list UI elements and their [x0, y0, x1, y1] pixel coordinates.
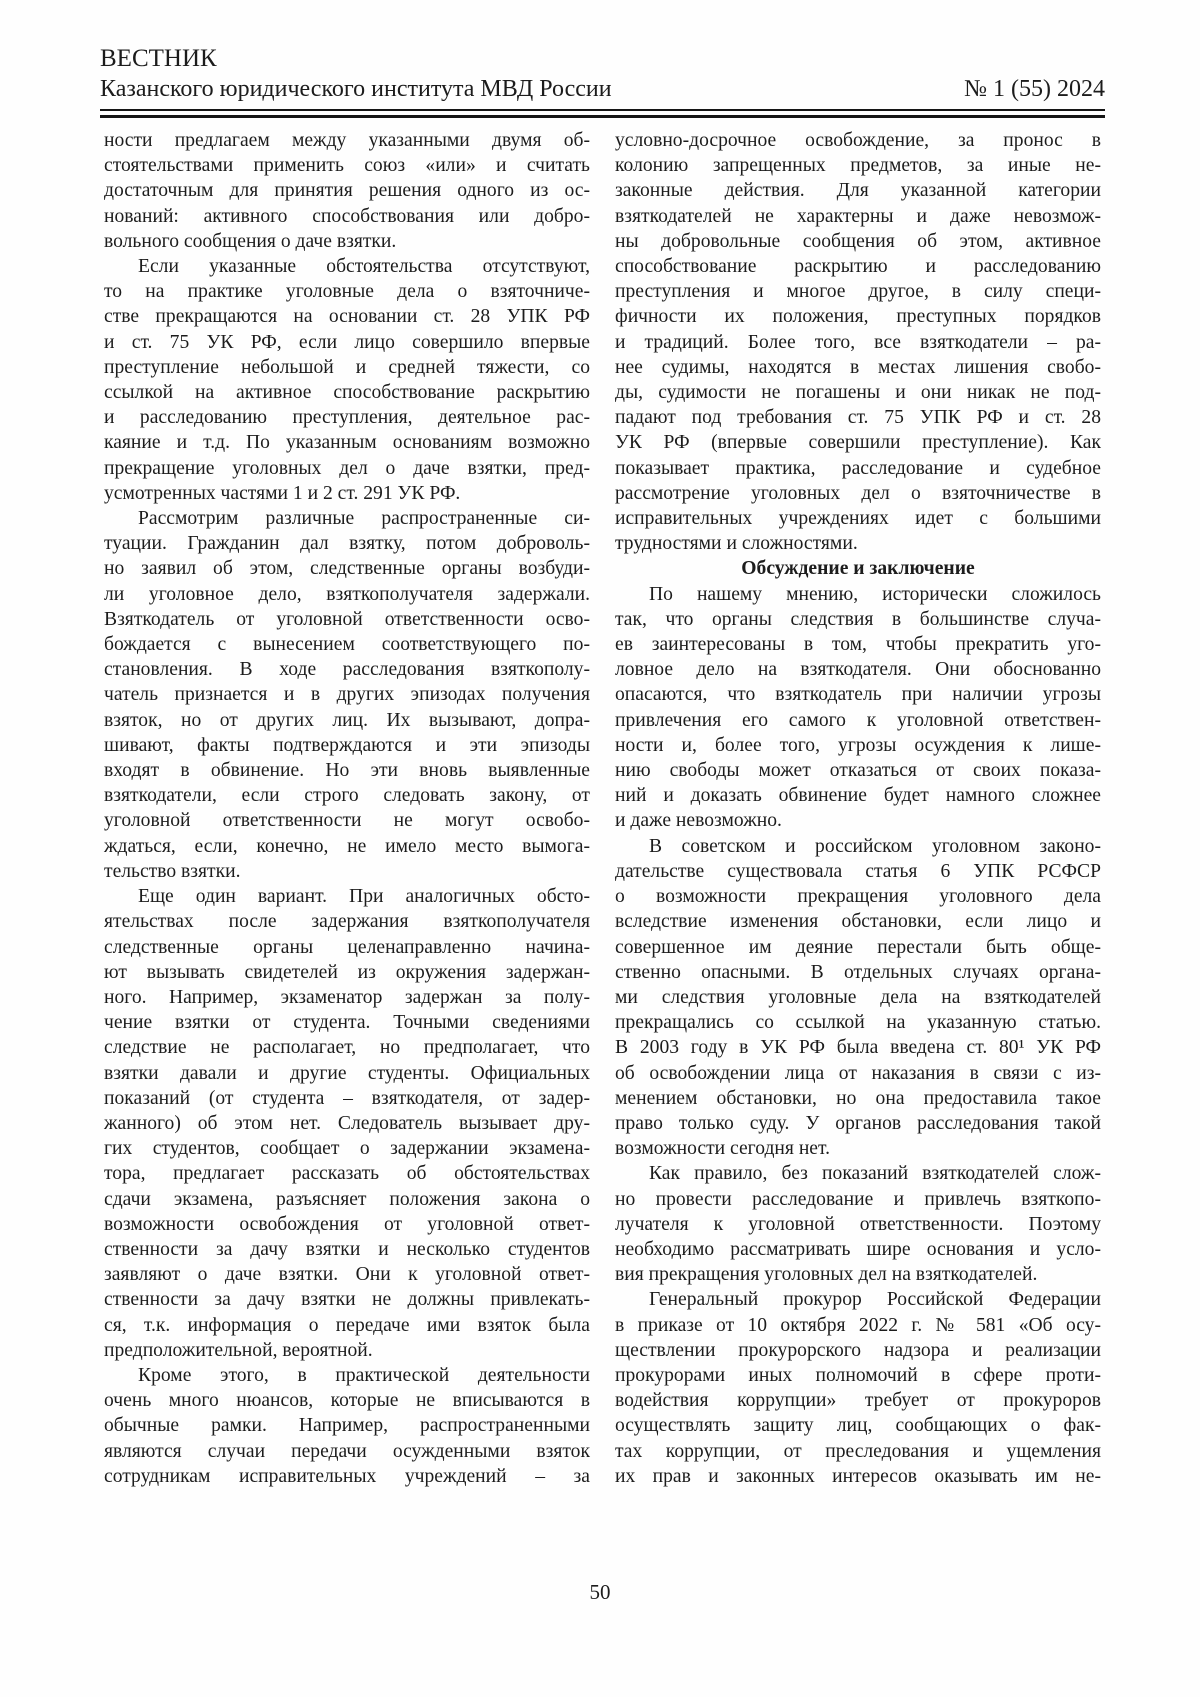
text-line: исправительных учреждениях идет с большими	[615, 508, 1101, 530]
text-line: ны добровольные сообщения об этом, активное	[615, 230, 1101, 252]
text-line: ловное дело на взяткодателя. Они обоснованно	[615, 659, 1101, 681]
text-line: но провести расследование и привлечь взяткопо-	[615, 1188, 1101, 1210]
text-line: ся, т.к. информация о передаче ими взяток была	[104, 1314, 590, 1336]
section-heading	[615, 556, 1101, 581]
text-line: прокурорами иных полномочий в сфере проти-	[615, 1364, 1101, 1386]
text-line: трудностями и сложностями.	[615, 533, 858, 555]
text-line: Кроме этого, в практической деятельности	[138, 1364, 590, 1386]
text-line: ного. Например, экзаменатор задержан за полу-	[104, 986, 590, 1008]
text-line: чатель признается и в других эпизодах получения	[104, 684, 590, 706]
text-line: ссылкой на активное способствование раскрытию	[104, 382, 590, 404]
text-line: сдачи экзамена, разъясняет положения закона о	[104, 1188, 590, 1210]
text-line: необходимо рассматривать шире основания и усло-	[615, 1238, 1101, 1260]
text-line: По нашему мнению, исторически сложилось	[649, 583, 1101, 605]
paragraph	[104, 884, 590, 1363]
text-line: обычные рамки. Например, распространенными	[104, 1415, 590, 1437]
text-line: нее судимы, находятся в местах лишения свобо-	[615, 356, 1101, 378]
text-line: дательстве существовала статья 6 УПК РСФСР	[615, 860, 1101, 882]
text-line: Рассмотрим различные распространенные си-	[138, 508, 590, 530]
paragraph	[615, 128, 1101, 556]
text-line: фичности их положения, преступных порядков	[615, 306, 1101, 328]
text-line: Обсуждение и заключение	[741, 558, 975, 580]
text-line: и традиций. Более того, все взяткодатели – ра-	[615, 331, 1101, 353]
text-line: бождается с вынесением соответствующего по-	[104, 634, 590, 656]
text-line: уголовной ответственности не могут освобо-	[104, 810, 590, 832]
text-line: ев заинтересованы в том, чтобы прекратить уго-	[615, 634, 1101, 656]
text-line: очень много нюансов, которые не вписываются в	[104, 1390, 590, 1412]
text-line: вия прекращения уголовных дел на взяткодателей.	[615, 1264, 1038, 1286]
text-line: тора, предлагает рассказать об обстоятельствах	[104, 1163, 590, 1185]
text-line: условно-досрочное освобождение, за пронос в	[615, 130, 1101, 151]
text-line: В 2003 году в УК РФ была введена ст. 80¹ УК РФ	[615, 1037, 1101, 1059]
text-line: законные действия. Для указанной категории	[615, 180, 1101, 202]
text-line: сотрудникам исправительных учреждений – за	[104, 1465, 590, 1487]
text-line: ют вызывать свидетелей из окружения задержан-	[104, 961, 590, 983]
text-line: тах коррупции, от преследования и ущемления	[615, 1440, 1101, 1462]
text-line: УК РФ (впервые совершили преступление). Как	[615, 432, 1101, 454]
text-line: Как правило, без показаний взяткодателей слож-	[649, 1163, 1101, 1185]
text-line: ятельствах после задержания взяткополучателя	[104, 911, 590, 933]
text-line: тельство взятки.	[104, 860, 241, 882]
text-line: ли уголовное дело, взяткополучателя задержали.	[104, 583, 590, 605]
text-line: о возможности прекращения уголовного дела	[615, 886, 1101, 908]
paragraph	[104, 1363, 590, 1489]
text-line: шивают, факты подтверждаются и эти эпизоды	[104, 734, 590, 756]
text-line: ственности за дачу взятки не должны привлекать-	[104, 1289, 590, 1311]
text-line: Если указанные обстоятельства отсутствуют,	[138, 256, 590, 278]
text-line: рассмотрение уголовных дел о взяточничестве в	[615, 482, 1101, 504]
text-line: гих студентов, сообщает о задержании экзамена-	[104, 1138, 590, 1160]
text-line: ности и, более того, угрозы осуждения к лише-	[615, 734, 1101, 756]
text-line: ми следствия уголовные дела на взяткодателей	[615, 986, 1101, 1008]
text-line: ждаться, если, конечно, не имело место вымога-	[104, 835, 590, 857]
text-line: стоятельствами применить союз «или» и считать	[104, 155, 590, 177]
text-line: туации. Гражданин дал взятку, потом доброволь-	[104, 533, 590, 555]
text-line: показывает практика, расследование и судебное	[615, 457, 1101, 479]
text-line: следственные органы целенаправленно начина-	[104, 936, 590, 958]
text-line: чение взятки от студента. Точными сведениями	[104, 1012, 590, 1034]
text-line: ний и доказать обвинение будет намного сложнее	[615, 785, 1101, 807]
header-rule	[100, 109, 1105, 118]
text-line: ществлении прокурорского надзора и реализации	[615, 1339, 1101, 1361]
text-line: нию свободы может отказаться от своих показа-	[615, 760, 1101, 782]
text-line: и ст. 75 УК РФ, если лицо совершило впервые	[104, 331, 590, 353]
text-line: Генеральный прокурор Российской Федерации	[649, 1289, 1101, 1311]
text-line: колонию запрещенных предметов, за иные не-	[615, 155, 1101, 177]
text-line: и расследованию преступления, деятельное рас-	[104, 407, 590, 429]
text-line: опасаются, что взяткодатель при наличии угрозы	[615, 684, 1101, 706]
paragraph	[104, 128, 590, 254]
journal-subtitle: Казанского юридического института МВД России	[100, 76, 612, 102]
left-column	[104, 128, 590, 1489]
text-line: взяткодателей не характерны и даже невозмож-	[615, 205, 1101, 227]
journal-title: ВЕСТНИК	[100, 45, 217, 72]
text-line: привлечения его самого к уголовной ответствен-	[615, 709, 1101, 731]
text-line: жанного) об этом нет. Следователь вызывает дру-	[104, 1112, 590, 1134]
issue-number: № 1 (55) 2024	[964, 76, 1105, 102]
paragraph	[104, 506, 590, 884]
paragraph	[615, 834, 1101, 1162]
text-line: нований: активного способствования или добро-	[104, 205, 590, 227]
text-line: возможности сегодня нет.	[615, 1138, 830, 1160]
text-line: вольного сообщения о даче взятки.	[104, 230, 397, 252]
text-line: показаний (от студента – взяткодателя, от задер-	[104, 1087, 590, 1109]
text-line: являются случаи передачи осужденными взяток	[104, 1440, 590, 1462]
text-line: достаточным для принятия решения одного из ос-	[104, 180, 590, 202]
text-line: стве прекращаются на основании ст. 28 УПК РФ	[104, 306, 590, 328]
text-line: ности предлагаем между указанными двумя об-	[104, 130, 590, 151]
text-line: их прав и законных интересов оказывать им не-	[615, 1465, 1101, 1487]
page-header	[100, 44, 1105, 118]
text-line: то на практике уголовные дела о взяточниче-	[104, 281, 590, 303]
text-line: каяние и т.д. По указанным основаниям возможно	[104, 432, 590, 454]
paragraph	[615, 1287, 1101, 1489]
text-line: становления. В ходе расследования взяткополу-	[104, 659, 590, 681]
text-line: Еще один вариант. При аналогичных обсто-	[138, 886, 590, 908]
text-line: способствование раскрытию и расследованию	[615, 256, 1101, 278]
text-line: преступление небольшой и средней тяжести, со	[104, 356, 590, 378]
text-line: и даже невозможно.	[615, 810, 782, 832]
text-line: взяток, но от других лиц. Их вызывают, допра-	[104, 709, 590, 731]
text-line: прекращение уголовных дел о даче взятки, пред-	[104, 457, 590, 479]
text-line: об освобождении лица от наказания в связи с из-	[615, 1062, 1101, 1084]
text-line: ды, судимости не погашены и они никак не под-	[615, 382, 1101, 404]
paragraph	[104, 254, 590, 506]
text-line: преступления и многое другое, в силу специ-	[615, 281, 1101, 303]
text-line: водействия коррупции» требует от прокуроров	[615, 1390, 1101, 1412]
paragraph	[615, 1161, 1101, 1287]
text-line: взятки давали и другие студенты. Официальных	[104, 1062, 590, 1084]
text-line: усмотренных частями 1 и 2 ст. 291 УК РФ.	[104, 482, 461, 504]
text-line: совершенное им деяние перестали быть обще-	[615, 936, 1101, 958]
paragraph	[615, 582, 1101, 834]
text-line: ственно опасными. В отдельных случаях органа-	[615, 961, 1101, 983]
text-line: но заявил об этом, следственные органы возбуди-	[104, 558, 590, 580]
page-number: 50	[589, 1580, 611, 1604]
text-line: следствие не располагает, но предполагает, что	[104, 1037, 590, 1059]
text-line: так, что органы следствия в большинстве случа-	[615, 608, 1101, 630]
text-line: менением обстановки, но она предоставила такое	[615, 1087, 1101, 1109]
text-line: лучателя к уголовной ответственности. Поэтому	[615, 1213, 1101, 1235]
text-line: Взяткодатель от уголовной ответственности осво-	[104, 608, 590, 630]
text-line: заявляют о даче взятки. Они к уголовной ответ-	[104, 1264, 590, 1286]
text-line: предположительной, вероятной.	[104, 1339, 373, 1361]
text-line: входят в обвинение. Но эти вновь выявленные	[104, 760, 590, 782]
text-line: падают под требования ст. 75 УПК РФ и ст. 28	[615, 407, 1101, 429]
text-line: В советском и российском уголовном законо-	[649, 835, 1101, 857]
text-line: осуществлять защиту лиц, сообщающих о фак-	[615, 1415, 1101, 1437]
text-line: вследствие изменения обстановки, если лицо и	[615, 911, 1101, 933]
text-line: ственности за дачу взятки и несколько студентов	[104, 1238, 590, 1260]
text-line: право только суду. У органов расследования такой	[615, 1112, 1101, 1134]
right-column	[615, 128, 1101, 1489]
text-line: взяткодатели, если строго следовать закону, от	[104, 785, 590, 807]
text-line: прекращались со ссылкой на указанную статью.	[615, 1012, 1101, 1034]
text-line: в приказе от 10 октября 2022 г. № 581 «Об осу-	[615, 1314, 1101, 1336]
masthead-row	[100, 74, 1105, 104]
text-line: возможности освобождения от уголовной ответ-	[104, 1213, 590, 1235]
